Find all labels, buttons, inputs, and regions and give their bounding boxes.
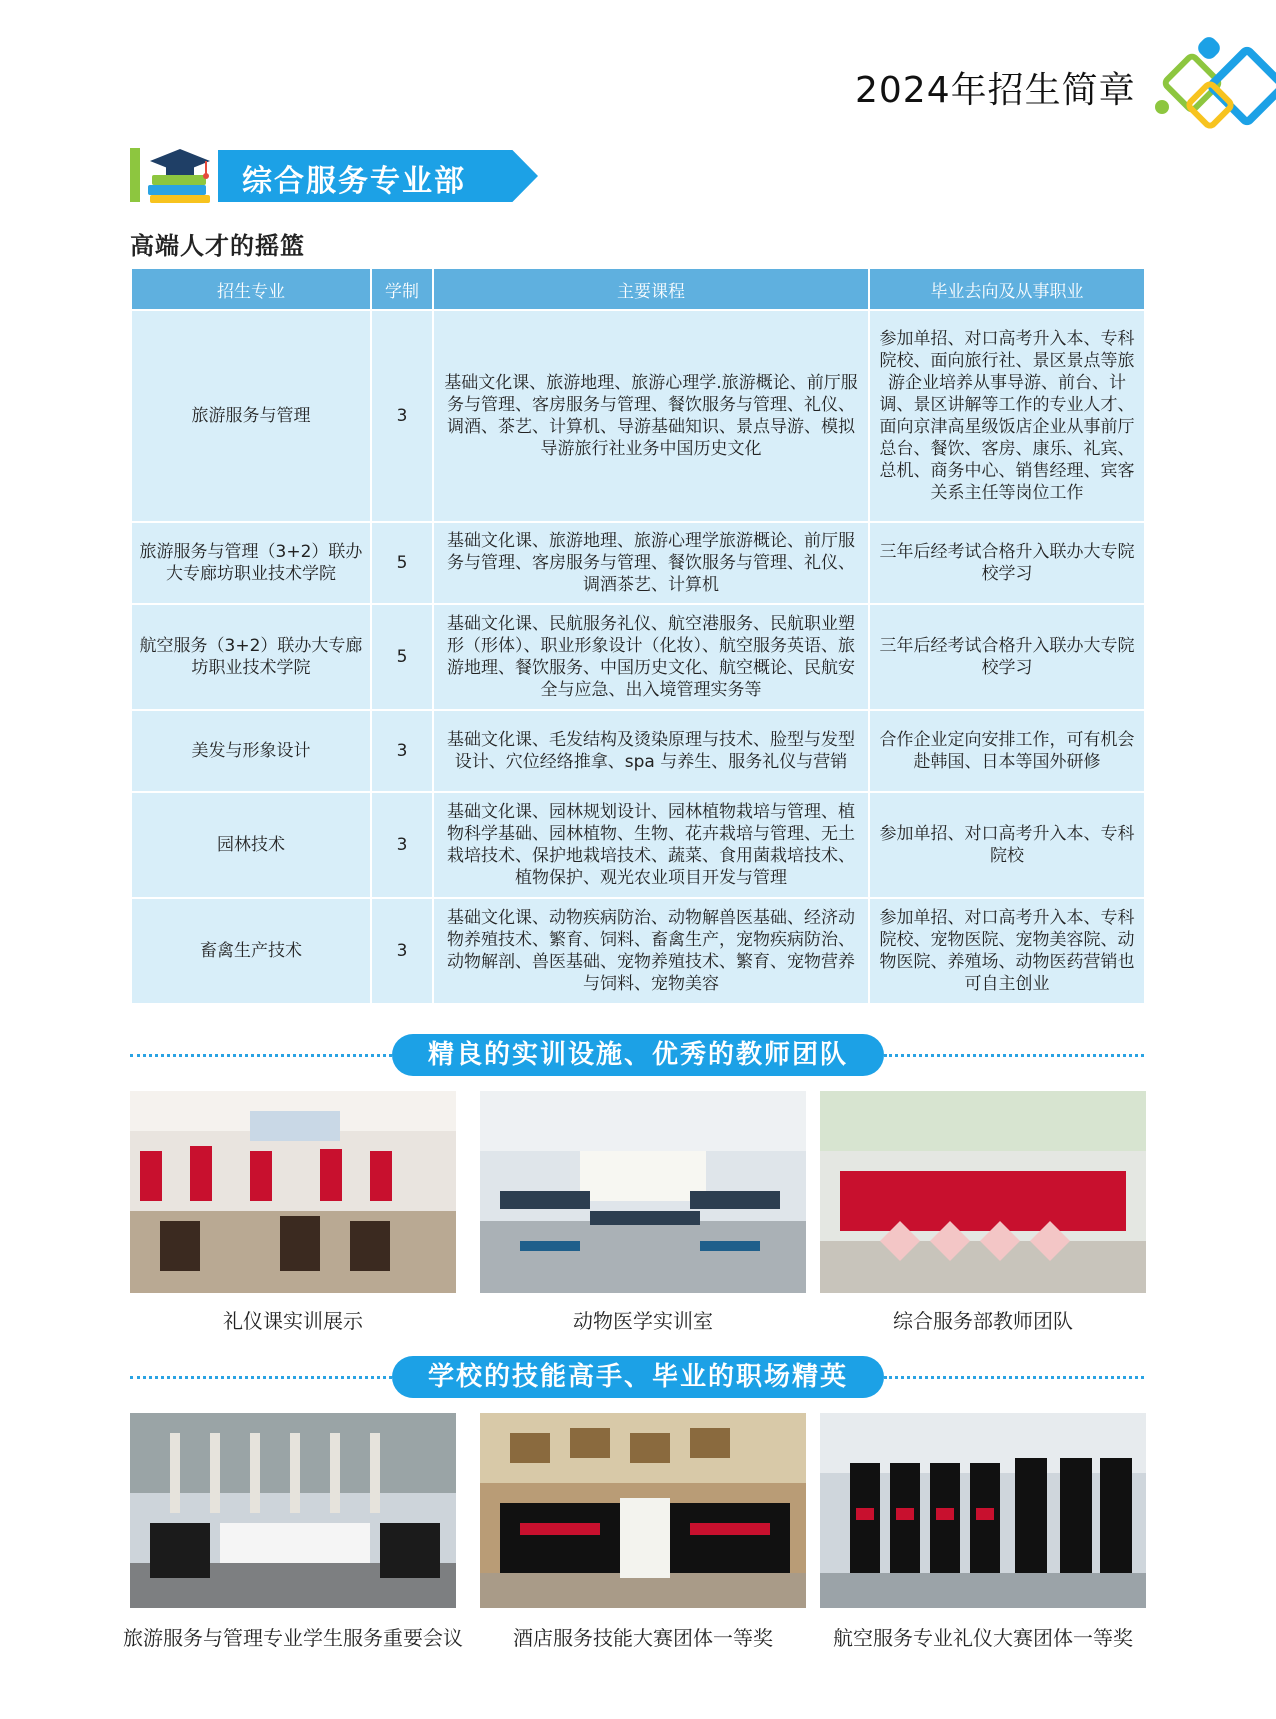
photo-aviation-etiquette-award: [820, 1413, 1146, 1608]
cell-career: 参加单招、对口高考升入本、专科院校、面向旅行社、景区景点等旅游企业培养从事导游、前台、计调、景区讲解等工作的专业人才、面向京津高星级饭店企业从事前厅总台、餐饮、客房、康乐、礼宾、总机、商务中心、销售经理、宾客关系主任等岗位工作: [870, 311, 1144, 521]
cell-courses: 基础文化课、旅游地理、旅游心理学旅游概论、前厅服务与管理、客房服务与管理、餐饮服务与管理、礼仪、调酒茶艺、计算机: [434, 523, 868, 603]
column-header-years: 学制: [372, 269, 432, 309]
logo-squares-icon: [1155, 38, 1275, 128]
section-divider-right: [884, 1054, 1144, 1057]
table-row: [132, 311, 1144, 521]
cell-career: 三年后经考试合格升入联办大专院校学习: [870, 605, 1144, 709]
cell-years: 3: [372, 311, 432, 521]
section-heading: 学校的技能高手、毕业的职场精英: [392, 1356, 884, 1398]
cell-years: 5: [372, 523, 432, 603]
photo-teacher-team: [820, 1091, 1146, 1293]
cell-major: 园林技术: [132, 793, 370, 897]
table-row: [132, 605, 1144, 709]
cell-years: 3: [372, 711, 432, 791]
cell-years: 3: [372, 793, 432, 897]
table-header-row: [132, 269, 1144, 309]
cell-courses: 基础文化课、旅游地理、旅游心理学.旅游概论、前厅服务与管理、客房服务与管理、餐饮服务与管理、礼仪、调酒、茶艺、计算机、导游基础知识、景点导游、模拟导游旅行社业务中国历史文化: [434, 311, 868, 521]
photo-caption: 酒店服务技能大赛团体一等奖: [513, 1626, 773, 1650]
section-divider-right: [884, 1376, 1144, 1379]
photo-caption: 礼仪课实训展示: [223, 1309, 363, 1333]
table-row: [132, 711, 1144, 791]
column-header-career: 毕业去向及从事职业: [870, 269, 1144, 309]
photo-caption: 综合服务部教师团队: [893, 1309, 1073, 1333]
majors-table: [130, 267, 1146, 1005]
photo-caption: 旅游服务与管理专业学生服务重要会议: [123, 1626, 463, 1650]
banner-accent-bar: [130, 148, 140, 202]
cell-career: 合作企业定向安排工作，可有机会赴韩国、日本等国外研修: [870, 711, 1144, 791]
column-header-courses: 主要课程: [434, 269, 868, 309]
cell-major: 美发与形象设计: [132, 711, 370, 791]
cell-major: 航空服务（3+2）联办大专廊坊职业技术学院: [132, 605, 370, 709]
photo-caption: 航空服务专业礼仪大赛团体一等奖: [833, 1626, 1133, 1650]
brochure-title: 2024年招生简章: [855, 70, 1136, 111]
page-subtitle: 高端人才的摇篮: [130, 232, 305, 260]
photo-conference-service: [130, 1413, 456, 1608]
cell-courses: 基础文化课、园林规划设计、园林植物栽培与管理、植物科学基础、园林植物、生物、花卉栽培与管理、无土栽培技术、保护地栽培技术、蔬菜、食用菌栽培技术、植物保护、观光农业项目开发与管理: [434, 793, 868, 897]
section-divider-left: [130, 1376, 392, 1379]
photo-etiquette-training: [130, 1091, 456, 1293]
photo-animal-medicine-lab: [480, 1091, 806, 1293]
section-banner-title: 综合服务专业部: [242, 164, 466, 199]
cell-career: 参加单招、对口高考升入本、专科院校、宠物医院、宠物美容院、动物医院、养殖场、动物医药营销也可自主创业: [870, 899, 1144, 1003]
photo-hotel-skills-award: [480, 1413, 806, 1608]
cell-major: 旅游服务与管理: [132, 311, 370, 521]
table-row: [132, 793, 1144, 897]
cell-years: 3: [372, 899, 432, 1003]
cell-courses: 基础文化课、民航服务礼仪、航空港服务、民航职业塑形（形体）、职业形象设计（化妆）、航空服务英语、旅游地理、餐饮服务、中国历史文化、航空概论、民航安全与应急、出入境管理实务等: [434, 605, 868, 709]
cell-major: 畜禽生产技术: [132, 899, 370, 1003]
photo-caption: 动物医学实训室: [573, 1309, 713, 1333]
cell-courses: 基础文化课、毛发结构及烫染原理与技术、脸型与发型设计、穴位经络推拿、spa 与养生、服务礼仪与营销: [434, 711, 868, 791]
cell-courses: 基础文化课、动物疾病防治、动物解兽医基础、经济动物养殖技术、繁育、饲料、畜禽生产，宠物疾病防治、动物解剖、兽医基础、宠物养殖技术、繁育、宠物营养与饲料、宠物美容: [434, 899, 868, 1003]
section-heading: 精良的实训设施、优秀的教师团队: [392, 1034, 884, 1076]
cell-career: 三年后经考试合格升入联办大专院校学习: [870, 523, 1144, 603]
column-header-major: 招生专业: [132, 269, 370, 309]
cell-career: 参加单招、对口高考升入本、专科院校: [870, 793, 1144, 897]
graduation-cap-books-icon: [144, 145, 216, 205]
cell-major: 旅游服务与管理（3+2）联办大专廊坊职业技术学院: [132, 523, 370, 603]
table-row: [132, 523, 1144, 603]
table-row: [132, 899, 1144, 1003]
section-divider-left: [130, 1054, 392, 1057]
cell-years: 5: [372, 605, 432, 709]
